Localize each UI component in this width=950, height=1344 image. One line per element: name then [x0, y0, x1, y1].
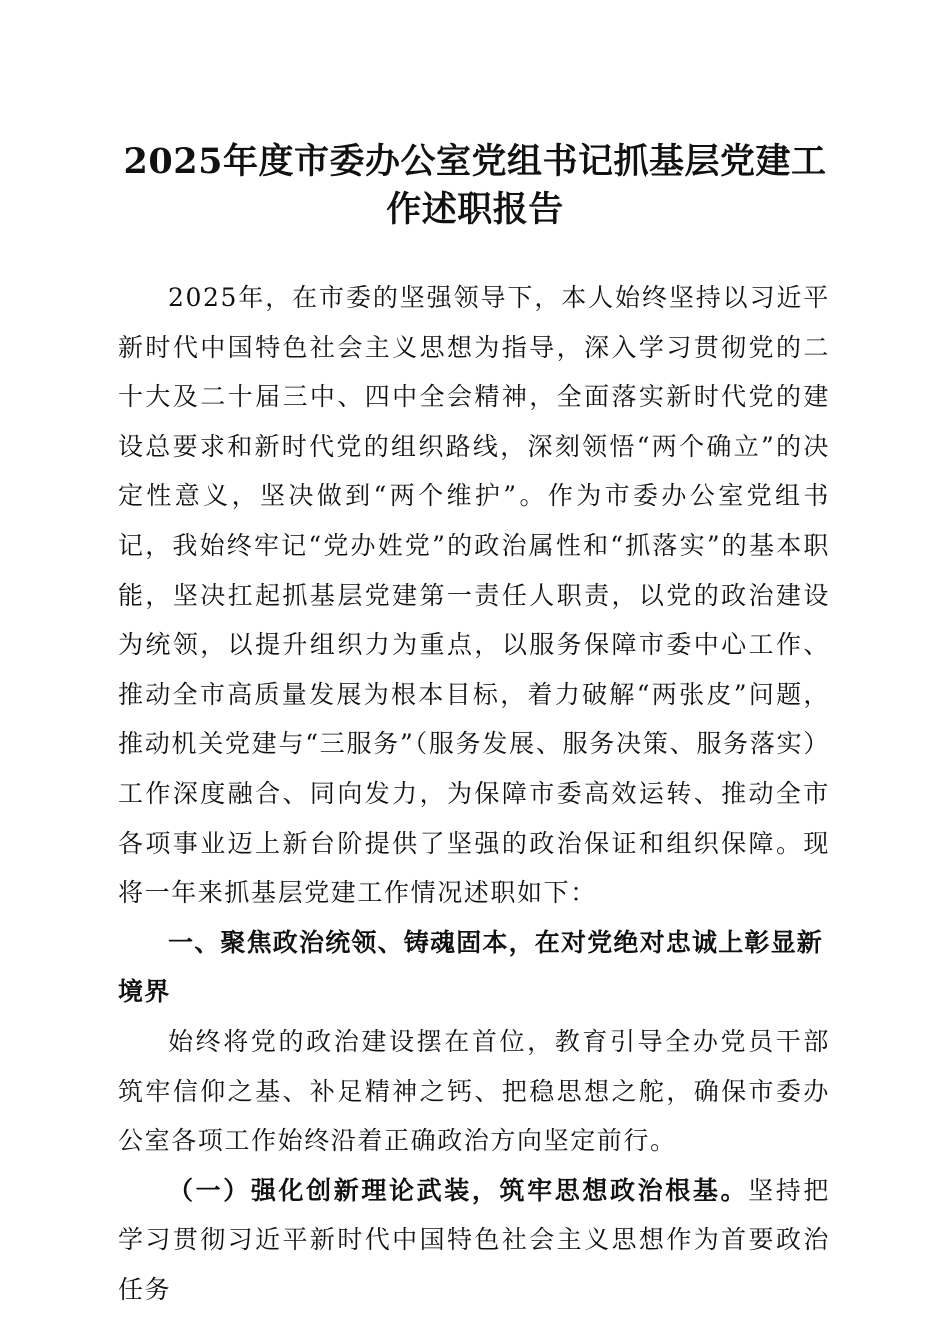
subsection-1-heading: （一）强化创新理论武装，筑牢思想政治根基。: [168, 1175, 749, 1205]
subsection-1-paragraph: [118, 1166, 830, 1315]
section-1-paragraph: 始终将党的政治建设摆在首位，教育引导全办党员干部筑牢信仰之基、补足精神之钙、把稳思想之舵，确保市委办公室各项工作始终沿着正确政治方向坚定前行。: [118, 1026, 830, 1156]
title-line-1: 2025年度市委办公室党组书记抓基层党建工: [123, 141, 827, 182]
subsection-1-text: 坚持把学习贯彻习近平新时代中国特色社会主义思想作为首要政治任务: [118, 1175, 830, 1304]
title-line-2: 作述职报告: [386, 189, 564, 230]
document-body: [118, 273, 830, 1314]
document-title: [120, 138, 830, 234]
section-1-heading: 一、聚焦政治统领、铸魂固本，在对党绝对忠诚上彰显新境界: [118, 927, 824, 1007]
intro-paragraph: 2025年，在市委的坚强领导下，本人始终坚持以习近平新时代中国特色社会主义思想为指导，深入学习贯彻党的二十大及二十届三中、四中全会精神，全面落实新时代党的建设总要求和新时代党的组织路线，深刻领悟“两个确立”的决定性意义，坚决做到“两个维护”。作为市委办公室党组书记，我始终牢记“党办姓党”的政治属性和“抓落实”的基本职能，坚决扛起抓基层党建第一责任人职责，以党的政治建设为统领，以提升组织力为重点，以服务保障市委中心工作、推动全市高质量发展为根本目标，着力破解“两张皮”问题，推动机关党建与“三服务”（服务发展、服务决策、服务落实）工作深度融合、同向发力，为保障市委高效运转、推动全市各项事业迈上新台阶提供了坚强的政治保证和组织保障。现将一年来抓基层党建工作情况述职如下：: [118, 283, 830, 908]
